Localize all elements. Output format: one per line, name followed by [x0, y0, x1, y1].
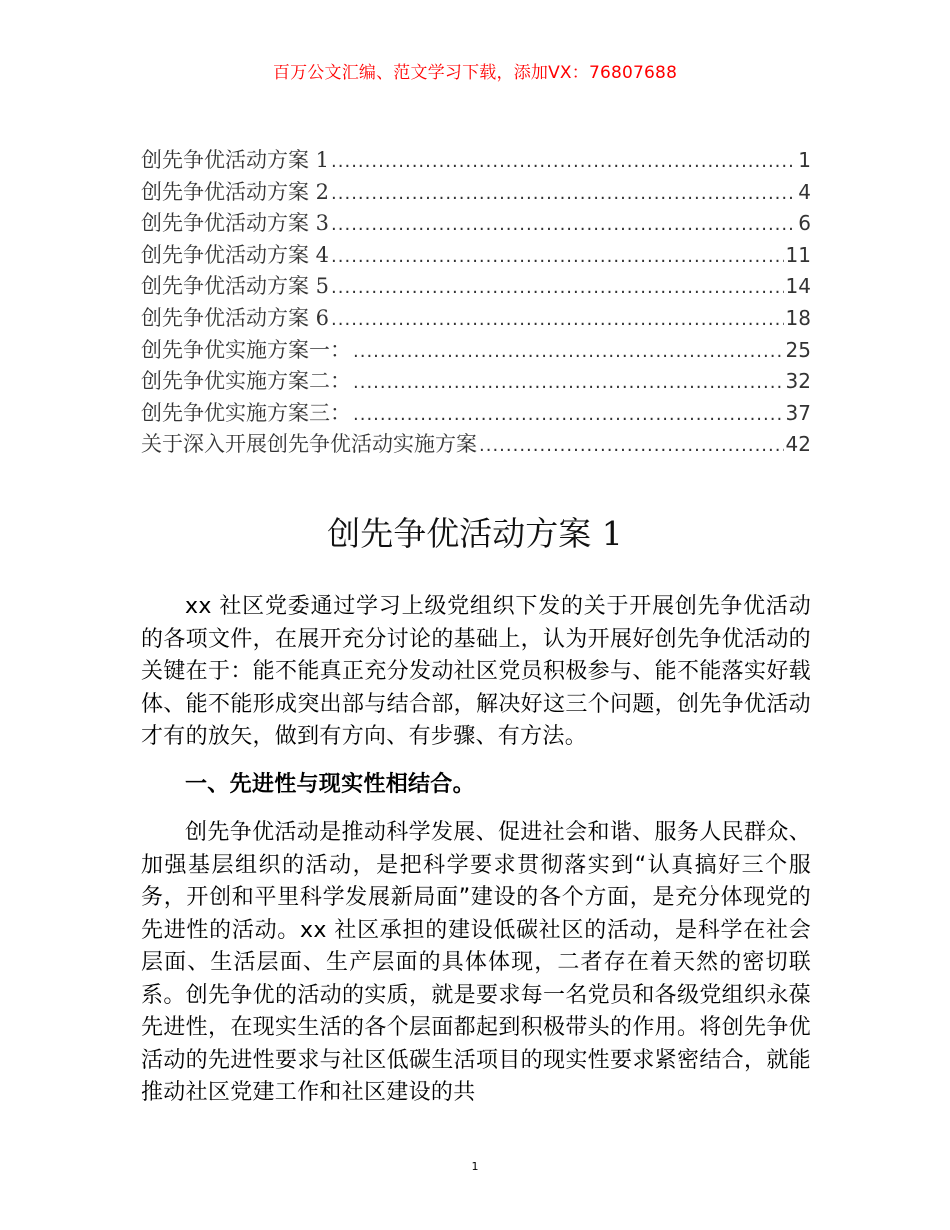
- toc-entry-title: 创先争优活动方案 1: [141, 148, 330, 172]
- toc-entry-title: 创先争优活动方案 6: [141, 305, 330, 330]
- toc-entry-page: 18: [785, 305, 811, 330]
- toc-entry-page: 42: [785, 432, 811, 457]
- toc-entry[interactable]: [141, 144, 811, 176]
- toc-entry-page: 14: [785, 274, 811, 299]
- toc-dot-leader: [331, 309, 784, 330]
- toc-dot-leader: [331, 214, 796, 235]
- toc-entry-title: 创先争优活动方案 2: [141, 179, 330, 204]
- toc-entry[interactable]: [141, 428, 811, 460]
- section-heading: 一、先进性与现实性相结合。: [185, 771, 475, 797]
- body-paragraph: xx 社区党委通过学习上级党组织下发的关于开展创先争优活动的各项文件，在展开充分讨论的基础上，认为开展好创先争优活动的关键在于：能不能真正充分发动社区党员积极参与、能不能落实好载体、能不能形成突出部与结合部，解决好这三个问题，创先争优活动才有的放矢，做到有方向、有步骤、有方法。: [141, 594, 811, 749]
- toc-entry[interactable]: [141, 365, 811, 397]
- toc-dot-leader: [353, 341, 784, 362]
- body-paragraph: 创先争优活动是推动科学发展、促进社会和谐、服务人民群众、加强基层组织的活动，是把科学要求贯彻落实到“认真搞好三个服务，开创和平里科学发展新局面”建设的各个方面，是充分体现党的先进性的活动。xx 社区承担的建设低碳社区的活动，是科学在社会层面、生活层面、生产层面的具体体现，二者存在着天然的密切联系。创先争优的活动的实质，就是要求每一名党员和各级党组织永葆先进性，在现实生活的各个层面都起到积极带头的作用。将创先争优活动的先进性要求与社区低碳生活项目的现实性要求紧密结合，就能推动社区党建工作和社区建设的共: [141, 820, 811, 1105]
- document-title: 创先争优活动方案 1: [327, 514, 623, 553]
- toc-entry-page: 37: [785, 400, 811, 425]
- toc-entry-title: 创先争优活动方案 5: [141, 274, 330, 299]
- toc-entry-page: 25: [785, 337, 811, 362]
- toc-entry-title: 创先争优活动方案 3: [141, 211, 330, 236]
- toc-entry[interactable]: [141, 302, 811, 334]
- toc-dot-leader: [353, 372, 784, 393]
- toc-entry-title: 关于深入开展创先争优活动实施方案: [141, 432, 477, 457]
- toc-dot-leader: [331, 277, 784, 298]
- toc-entry-page: 6: [798, 211, 811, 236]
- toc-entry-title: 创先争优活动方案 4: [141, 242, 330, 267]
- toc-entry[interactable]: [141, 334, 811, 366]
- page-number: 1: [471, 1160, 479, 1173]
- toc-entry-page: 11: [785, 242, 811, 267]
- toc-entry-page: 32: [785, 369, 811, 394]
- table-of-contents: [141, 144, 811, 460]
- toc-entry-title: 创先争优实施方案一：: [141, 337, 351, 362]
- toc-dot-leader: [331, 151, 796, 172]
- toc-dot-leader: [353, 404, 784, 425]
- toc-entry[interactable]: [141, 239, 811, 271]
- toc-entry-page: 1: [798, 148, 811, 172]
- document-body: [141, 591, 811, 1125]
- toc-entry-title: 创先争优实施方案二：: [141, 369, 351, 394]
- toc-entry[interactable]: [141, 397, 811, 429]
- toc-entry[interactable]: [141, 270, 811, 302]
- toc-entry[interactable]: [141, 176, 811, 208]
- toc-dot-leader: [331, 183, 796, 204]
- toc-dot-leader: [479, 435, 784, 456]
- toc-entry[interactable]: [141, 207, 811, 239]
- toc-entry-page: 4: [798, 179, 811, 204]
- header-banner: 百万公文汇编、范文学习下载，添加VX：76807688: [272, 63, 678, 83]
- toc-dot-leader: [331, 246, 784, 267]
- toc-entry-title: 创先争优实施方案三：: [141, 400, 351, 425]
